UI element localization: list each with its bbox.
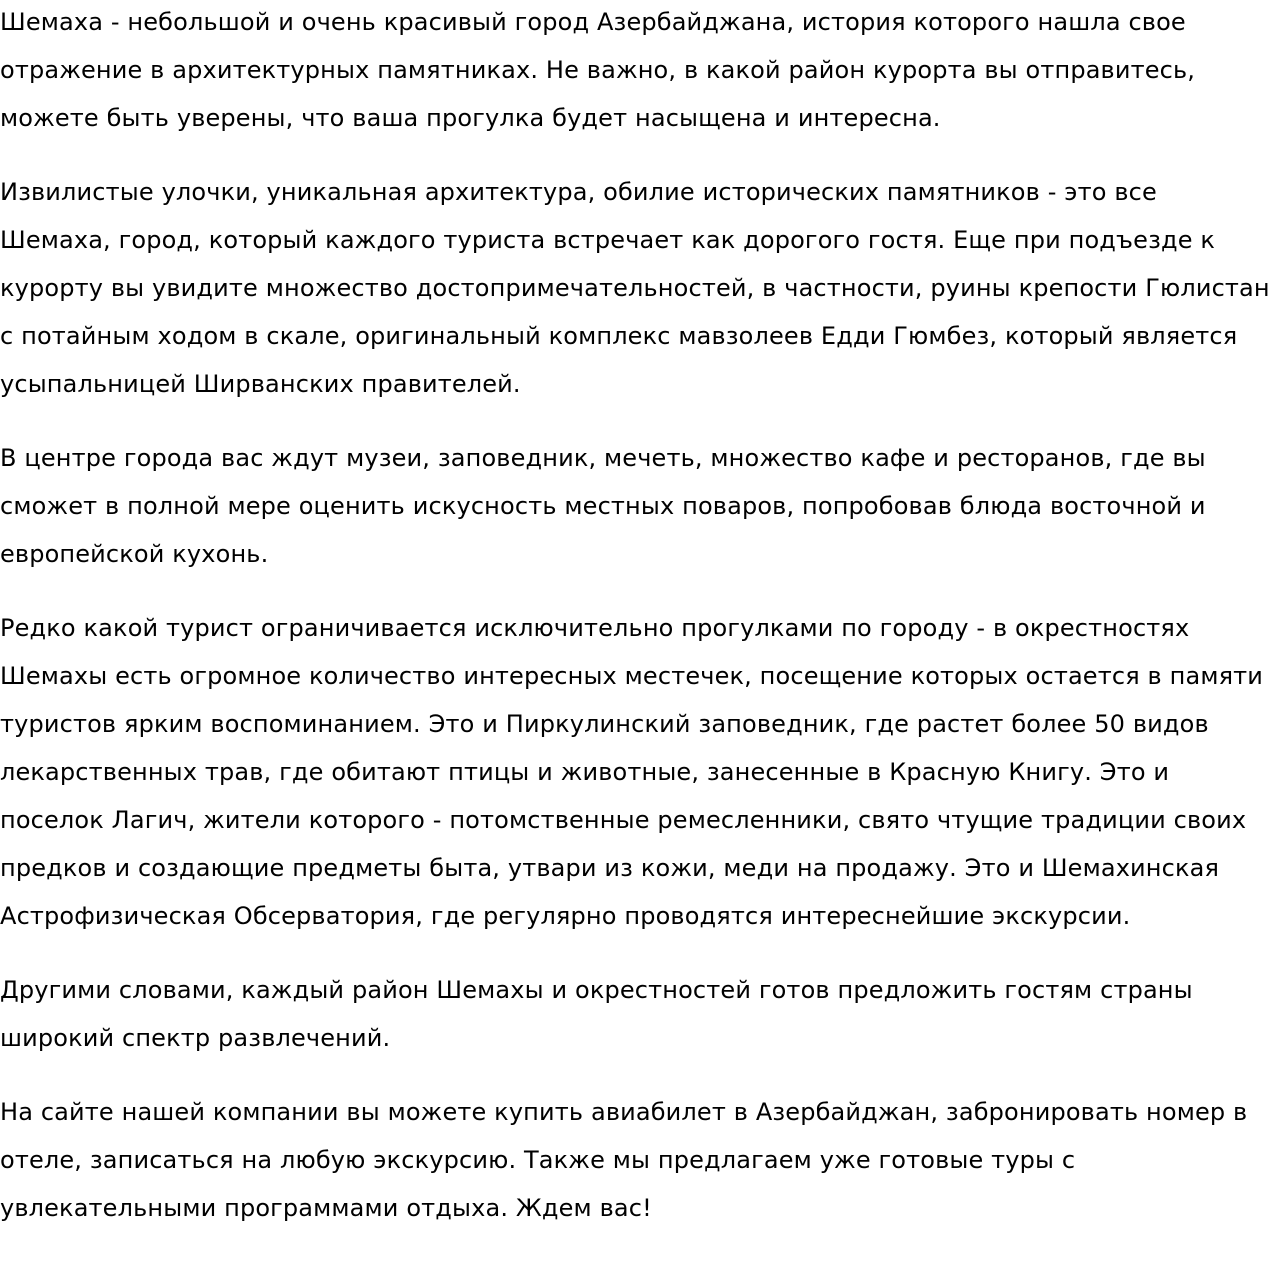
paragraph-company-offer: На сайте нашей компании вы можете купить авиабилет в Азербайджан, забронировать номер в отеле, записаться на любую экскурсию. Также мы предлагаем уже готовые туры с увлекательными программами отдыха. Ждем вас! — [0, 1098, 1248, 1222]
paragraph-intro: Шемаха - небольшой и очень красивый город Азербайджана, история которого нашла свое отражение в архитектурных памятниках. Не важно, в какой район курорта вы отправитесь, можете быть уверены, что ваша прогулка будет насыщена и интересна. — [0, 8, 1196, 132]
paragraph-summary: Другими словами, каждый район Шемахы и окрестностей готов предложить гостям страны широкий спектр развлечений. — [0, 976, 1193, 1052]
paragraph-architecture: Извилистые улочки, уникальная архитектура, обилие исторических памятников - это все Шемаха, город, который каждого туриста встречает как дорогого гостя. Еще при подъезде к курорту вы увидите множество достопримечательностей, в частности, руины крепости Гюлистан с потайным ходом в скале, оригинальный комплекс мавзолеев Едди Гюмбез, который является усыпальницей Ширванских правителей. — [0, 178, 1270, 398]
paragraph-surroundings: Редко какой турист ограничивается исключительно прогулками по городу - в окрестностях Шемахы есть огромное количество интересных местечек, посещение которых остается в памяти туристов ярким воспоминанием. Это и Пиркулинский заповедник, где растет более 50 видов лекарственных трав, где обитают птицы и животные, занесенные в Красную Книгу. Это и поселок Лагич, жители которого - потомственные ремесленники, свято чтущие традиции своих предков и создающие предметы быта, утвари из кожи, меди на продажу. Это и Шемахинская Астрофизическая Обсерватория, где регулярно проводятся интереснейшие экскурсии. — [0, 614, 1264, 930]
paragraph-city-center: В центре города вас ждут музеи, заповедник, мечеть, множество кафе и ресторанов, где вы сможет в полной мере оценить искусность местных поваров, попробовав блюда восточной и европейской кухонь. — [0, 444, 1206, 568]
